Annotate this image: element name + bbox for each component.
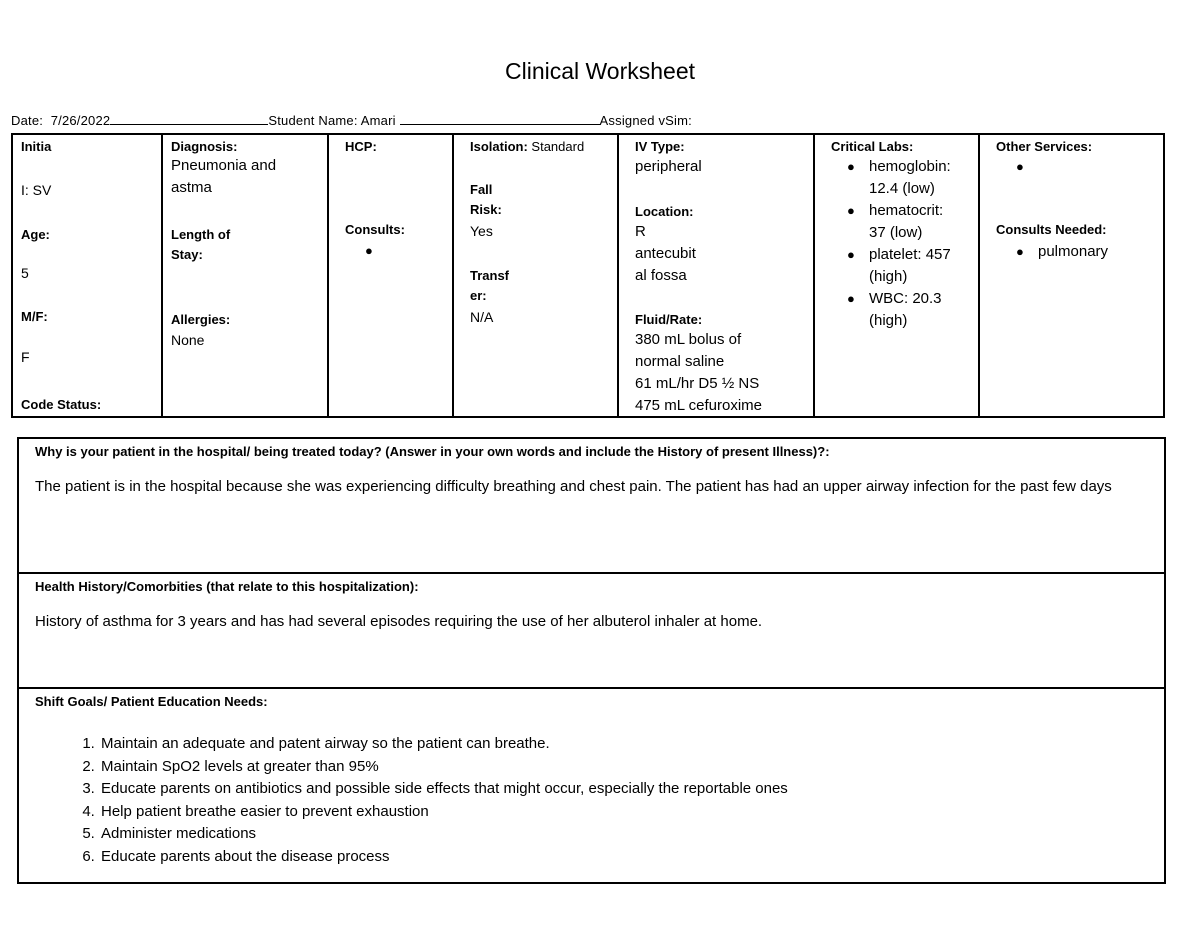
goal-item: 5. Administer medications xyxy=(99,823,1148,846)
lab-name: WBC: 20.3 xyxy=(869,290,942,307)
iv-type-value: peripheral xyxy=(635,158,702,175)
why-answer: The patient is in the hospital because she was experiencing difficulty breathing and chest pain. The patient has had an upper airway infection for the past few days xyxy=(35,478,1112,495)
goal-item: 4. Help patient breathe easier to prevent exhaustion xyxy=(99,801,1148,824)
student-name-label: Student Name: xyxy=(268,113,358,128)
fluid-rate-line: 475 mL cefuroxime xyxy=(635,397,763,414)
student-underline xyxy=(400,112,600,125)
consults-label: Consults: xyxy=(345,222,405,237)
fluid-rate-line: 380 mL bolus of xyxy=(635,331,742,348)
history-question: Health History/Comorbities (that relate to this hospitalization): xyxy=(35,579,419,594)
diagnosis-value-line2: astma xyxy=(171,179,212,196)
location-values xyxy=(635,221,696,287)
fluid-rate-line: 61 mL/hr D5 ½ NS xyxy=(635,375,760,392)
diagnosis-label: Diagnosis: xyxy=(171,139,238,154)
bullet-icon: ● xyxy=(847,247,855,262)
other-services-bullet: ● xyxy=(1016,159,1024,174)
location-value-line3: al fossa xyxy=(635,267,687,284)
transfer-value: N/A xyxy=(470,309,494,325)
length-of-stay-label-line2: Stay: xyxy=(171,247,203,262)
page-title: Clinical Worksheet xyxy=(504,58,696,84)
assigned-vsim-label: Assigned vSim: xyxy=(599,113,692,128)
lab-name: hemoglobin: xyxy=(869,158,951,175)
lab-value: 12.4 (low) xyxy=(869,180,935,197)
other-services-label: Other Services: xyxy=(996,139,1093,154)
allergies-value: None xyxy=(171,332,205,348)
diagnosis-value-line1: Pneumonia and xyxy=(171,157,277,174)
consults-needed-value: pulmonary xyxy=(1038,243,1109,260)
fluid-rate-label: Fluid/Rate: xyxy=(635,312,703,327)
patient-info-grid xyxy=(11,133,1165,418)
narrative-box xyxy=(17,437,1166,884)
lab-item xyxy=(847,200,977,244)
goals-list xyxy=(35,733,1148,868)
goals-question: Shift Goals/ Patient Education Needs: xyxy=(35,694,268,709)
fall-risk-label-line1: Fall xyxy=(470,182,493,197)
fall-risk-label-line2: Risk: xyxy=(470,202,502,217)
lab-value: (high) xyxy=(869,312,908,329)
goal-item: 6. Educate parents about the disease process xyxy=(99,846,1148,869)
why-section xyxy=(19,439,1164,574)
col-labs xyxy=(815,135,980,416)
why-question: Why is your patient in the hospital/ being treated today? (Answer in your own words and include the History of present Illness)?: xyxy=(35,444,830,459)
critical-labs-list xyxy=(847,156,977,332)
lab-value: 37 (low) xyxy=(869,224,923,241)
lab-name: hematocrit: xyxy=(869,202,944,219)
lab-item xyxy=(847,288,977,332)
transfer-label-line2: er: xyxy=(470,288,487,303)
age-value: 5 xyxy=(21,265,29,281)
sex-value: F xyxy=(21,349,30,365)
bullet-icon: ● xyxy=(847,291,855,306)
col-iv xyxy=(619,135,815,416)
transfer-label-line1: Transf xyxy=(470,268,510,283)
lab-name: platelet: 457 xyxy=(869,246,951,263)
bullet-icon: ● xyxy=(1016,244,1024,259)
col-patient xyxy=(13,135,163,416)
fluid-rate-values xyxy=(635,329,762,417)
critical-labs-label: Critical Labs: xyxy=(831,139,914,154)
isolation-value: Standard xyxy=(531,139,585,154)
consults-bullet: ● xyxy=(365,243,373,258)
col-services xyxy=(980,135,1163,416)
goal-item: 1. Maintain an adequate and patent airway so the patient can breathe. xyxy=(99,733,1148,756)
initials-label: Initia xyxy=(21,139,52,154)
date-label: Date: xyxy=(11,113,44,128)
col-isolation xyxy=(454,135,619,416)
col-hcp xyxy=(329,135,454,416)
student-name-value: Amari xyxy=(360,113,396,128)
lab-value: (high) xyxy=(869,268,908,285)
code-status-label: Code Status: xyxy=(21,397,102,412)
location-label: Location: xyxy=(635,204,694,219)
initials-value: I: SV xyxy=(21,182,52,198)
isolation-label: Isolation: xyxy=(470,139,528,154)
location-value-line1: R xyxy=(635,223,646,240)
bullet-icon: ● xyxy=(847,159,855,174)
consults-needed-label: Consults Needed: xyxy=(996,222,1107,237)
fluid-rate-line: normal saline xyxy=(635,353,725,370)
date-value: 7/26/2022 xyxy=(50,113,111,128)
col-diagnosis xyxy=(163,135,329,416)
goal-item: 3. Educate parents on antibiotics and possible side effects that might occur, especially the reportable ones xyxy=(99,778,1148,801)
iv-type-label: IV Type: xyxy=(635,139,685,154)
history-section xyxy=(19,572,1164,689)
hcp-label: HCP: xyxy=(345,139,377,154)
consults-needed-item xyxy=(1016,241,1108,263)
goal-item: 2. Maintain SpO2 levels at greater than 95% xyxy=(99,756,1148,779)
bullet-icon: ● xyxy=(847,203,855,218)
age-label: Age: xyxy=(21,227,50,242)
sex-label: M/F: xyxy=(21,309,48,324)
isolation xyxy=(470,138,584,155)
lab-item xyxy=(847,156,977,200)
date-underline xyxy=(110,112,268,125)
location-value-line2: antecubit xyxy=(635,245,696,262)
allergies-label: Allergies: xyxy=(171,312,231,327)
history-answer: History of asthma for 3 years and has had several episodes requiring the use of her albuterol inhaler at home. xyxy=(35,613,763,630)
fall-risk-value: Yes xyxy=(470,223,493,239)
length-of-stay-label-line1: Length of xyxy=(171,227,231,242)
goals-section xyxy=(19,687,1164,882)
header-info-line xyxy=(11,112,692,128)
lab-item xyxy=(847,244,977,288)
